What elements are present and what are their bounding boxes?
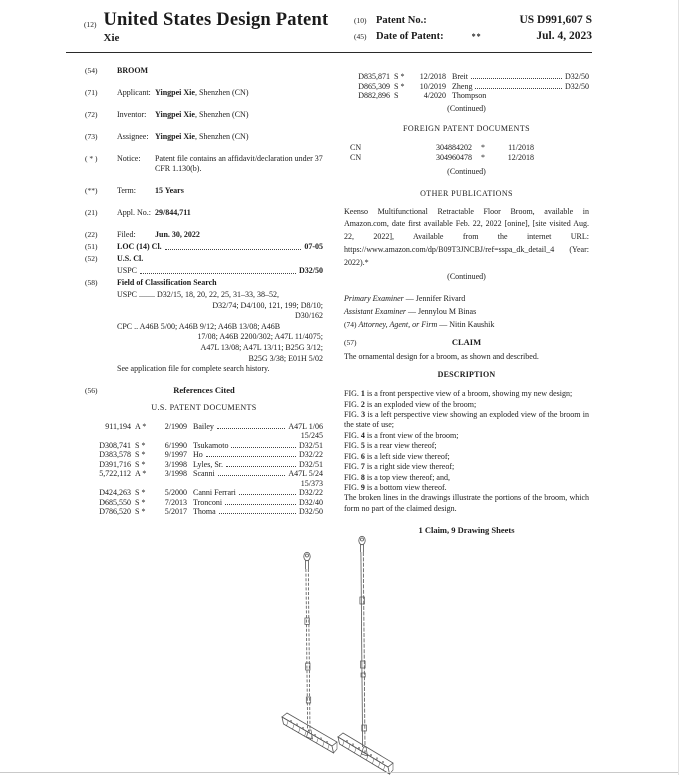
patent-number: D786,520 <box>99 507 131 517</box>
dot-leader <box>206 456 296 457</box>
fig-text: is a bottom view thereof. <box>366 482 447 492</box>
fig-text: is a front view of the broom; <box>366 430 459 440</box>
inventor-value <box>155 110 323 120</box>
fig-number: 3 <box>361 410 366 420</box>
us-patent-row <box>85 469 323 479</box>
us-patent-row <box>344 82 589 92</box>
claim-text: The ornamental design for a broom, as shown and described. <box>344 352 539 362</box>
classification-block <box>85 290 323 375</box>
attorney-name: — Nitin Kaushik <box>439 319 495 329</box>
applicant-label: Applicant: <box>117 88 151 97</box>
fig-number: 4 <box>360 430 365 440</box>
foreign-patent-number: 304960478 <box>436 153 472 162</box>
scan-edge-artifact <box>0 772 679 773</box>
inid-tag-71: (71) <box>85 88 98 97</box>
patent-class: D32/22 <box>299 488 323 498</box>
patent-number-value: US D991,607 S <box>519 14 592 26</box>
notice-label: Notice: <box>117 154 141 163</box>
citation-star: * <box>481 142 485 152</box>
foreign-patent-row <box>344 153 589 164</box>
patent-number: 911,194 <box>105 421 131 431</box>
patent-class: D32/50 <box>299 507 323 517</box>
inid-tag-10: (10) <box>354 16 367 25</box>
patent-kind: S * <box>135 450 146 460</box>
right-column <box>344 64 589 535</box>
figure-description-list <box>344 389 589 514</box>
patent-class: D32/51 <box>299 459 323 469</box>
left-column <box>85 66 323 517</box>
fig-label: FIG. <box>344 441 359 451</box>
dot-leader <box>218 475 286 476</box>
classification-line: CPC .. A46B 5/00; A46B 9/12; A46B 13/08; A46B <box>117 321 281 331</box>
term-label: Term: <box>117 186 136 195</box>
field-appl-no <box>85 208 323 218</box>
foreign-patent-number: 304884202 <box>436 142 472 152</box>
term-extension-mark: ** <box>471 32 482 41</box>
notice-text: Patent file contains an affidavit/declaration under 37 CFR 1.130(b). <box>155 154 323 173</box>
fig-label: FIG. <box>344 462 359 472</box>
patentee-name: Bailey <box>193 421 214 431</box>
patent-date-label: Date of Patent: <box>376 31 444 42</box>
patent-kind: S * <box>135 488 146 498</box>
patentee-name: Ho <box>193 450 203 460</box>
patent-date: 2/1909 <box>164 421 187 431</box>
fig-text: is a left side view thereof; <box>366 451 450 461</box>
patent-class: A47L 5/24 <box>288 469 323 479</box>
patent-drawing <box>225 525 475 775</box>
field-title <box>85 66 323 76</box>
dot-leader <box>226 466 296 467</box>
claims-sheets-summary: 1 Claim, 9 Drawing Sheets <box>418 525 515 536</box>
patentee-name: Canni Ferrari <box>193 488 236 498</box>
patent-class: D32/50 <box>565 81 589 91</box>
patent-date: 7/2013 <box>164 497 187 507</box>
fig-text: is a top view thereof; and, <box>366 472 450 482</box>
inid-tag-52: (52) <box>85 254 98 263</box>
inid-tag-72: (72) <box>85 110 98 119</box>
fig-text: is an exploded view of the broom; <box>366 399 477 409</box>
fig-label: FIG. <box>344 472 359 482</box>
us-patent-row <box>344 91 589 101</box>
fig-text: is a rear view thereof; <box>366 441 437 451</box>
figure-description <box>344 410 589 431</box>
country-code: CN <box>350 153 362 162</box>
broom-figure-sheet <box>225 525 475 775</box>
patent-date-value: Jul. 4, 2023 <box>536 30 592 42</box>
patent-class-continuation: 15/245 <box>300 431 323 441</box>
field-search-label: Field of Classification Search <box>117 278 217 287</box>
us-patent-row <box>344 72 589 82</box>
attorney-line <box>344 319 589 332</box>
patentee-name: Zheng <box>452 81 473 91</box>
patent-kind: S * <box>135 507 146 517</box>
applicant-location: , Shenzhen (CN) <box>194 88 249 97</box>
uspc-value: D32/50 <box>299 266 323 275</box>
inid-tag-21: (21) <box>85 208 98 217</box>
dot-leader <box>225 504 296 505</box>
foreign-patent-date: 12/2018 <box>507 153 534 162</box>
primary-examiner-name: — Jennifer Rivard <box>405 294 466 304</box>
assistant-examiner-name: — Jennylou M Binas <box>408 307 477 317</box>
patentee-name: Breit <box>452 72 468 81</box>
patentee-name: Thompson <box>452 91 487 100</box>
other-publications-text: Keenso Multifunctional Retractable Floor Broom, available in Amazon.com, date first available Feb. 22, 2022 [onine], [site visited Aug. 22, 2022], Available from the internet URL: https://www.amazon.com/dp/B09T3JNCBJ/ref=sspa_dk_detail_4 (Year: 2022).* <box>344 206 589 267</box>
filed-value: Jun. 30, 2022 <box>155 230 200 239</box>
patent-number: 5,722,112 <box>99 469 131 479</box>
continued-note: (Continued) <box>447 166 486 176</box>
figure-description <box>344 389 589 399</box>
search-history-note: See application file for complete search history. <box>117 364 270 374</box>
primary-examiner-label: Primary Examiner <box>344 294 404 304</box>
fig-number: 5 <box>360 441 365 451</box>
other-publications-heading: OTHER PUBLICATIONS <box>420 188 513 198</box>
patent-kind: S * <box>135 497 146 507</box>
us-patent-documents-heading: U.S. PATENT DOCUMENTS <box>151 402 257 412</box>
patent-number-label: Patent No.: <box>376 15 427 26</box>
field-assignee <box>85 132 323 142</box>
header-right <box>354 14 592 46</box>
patentee-name: Tsukamoto <box>193 440 229 450</box>
dot-leader <box>471 78 562 79</box>
patent-number: D685,550 <box>99 497 131 507</box>
claim-heading-row <box>344 337 589 347</box>
patent-kind: S * <box>135 440 146 450</box>
continued-note: (Continued) <box>447 272 486 282</box>
patent-date: 12/2018 <box>419 72 446 81</box>
attorney-label: Attorney, Agent, or Firm <box>358 319 438 329</box>
figure-description <box>344 441 589 451</box>
patent-kind: A * <box>135 469 147 479</box>
patent-class: A47L 1/06 <box>288 421 323 431</box>
term-tag: (**) <box>85 186 98 195</box>
patentee-name: Tronconi <box>193 497 223 507</box>
patent-date: 4/2020 <box>423 91 446 100</box>
continued-note: (Continued) <box>447 103 486 113</box>
us-patent-row <box>85 498 323 508</box>
patent-number: D383,578 <box>99 450 131 460</box>
claim-heading: CLAIM <box>451 337 482 348</box>
patent-date: 6/1990 <box>164 440 187 450</box>
page-title: United States Design Patent <box>103 10 329 30</box>
field-inventor <box>85 110 323 120</box>
figure-description <box>344 462 589 472</box>
fig-number: 9 <box>360 482 365 492</box>
foreign-patent-row <box>344 143 589 154</box>
patent-number: D308,741 <box>99 440 131 450</box>
field-filed <box>85 230 323 240</box>
patent-number-row <box>354 14 592 26</box>
inventor-label: Inventor: <box>117 110 147 119</box>
fig-label: FIG. <box>344 410 359 420</box>
fig-label: FIG. <box>344 389 359 399</box>
fig-label: FIG. <box>344 399 359 409</box>
loc-class-label: LOC (14) Cl. <box>117 242 162 251</box>
field-term <box>85 186 323 196</box>
patent-date: 3/1998 <box>164 469 187 479</box>
patentee-name: Scanni <box>193 469 215 479</box>
dot-leader <box>219 513 296 514</box>
applicant-name: Yingpei Xie <box>155 88 195 97</box>
patent-class: D32/51 <box>299 440 323 450</box>
patent-kind: S <box>394 91 399 100</box>
fig-label: FIG. <box>344 451 359 461</box>
us-patent-row <box>85 441 323 451</box>
fig-label: FIG. <box>344 430 359 440</box>
us-patent-row <box>85 488 323 498</box>
citation-star: * <box>481 153 485 162</box>
assignee-location: , Shenzhen (CN) <box>194 132 249 141</box>
patent-class: D32/50 <box>565 72 589 81</box>
dot-leader <box>217 428 286 429</box>
assistant-examiner-line <box>344 306 589 319</box>
figure-description <box>344 483 589 493</box>
inid-tag-45: (45) <box>354 32 367 41</box>
us-patent-row <box>85 460 323 470</box>
patent-number: D865,309 <box>358 81 390 91</box>
filed-label: Filed: <box>117 230 136 239</box>
us-patent-row <box>85 422 323 432</box>
fig-label: FIG. <box>344 482 359 492</box>
us-patent-row <box>85 507 323 517</box>
fig-number: 2 <box>360 399 365 409</box>
classification-line: D32/74; D4/100, 121, 199; D8/10; <box>212 300 323 310</box>
patentee-name: Thoma <box>193 507 216 517</box>
patent-number: D424,263 <box>99 488 131 498</box>
header-divider <box>66 52 592 53</box>
field-notice <box>85 154 323 174</box>
foreign-patent-date: 11/2018 <box>508 142 534 152</box>
inid-tag-54: (54) <box>85 66 98 75</box>
patent-date: 5/2000 <box>164 488 187 498</box>
inid-tag-12: (12) <box>84 20 97 29</box>
dot-leader <box>140 266 296 274</box>
appl-no-label: Appl. No.: <box>117 208 151 217</box>
us-class-label: U.S. Cl. <box>117 254 144 263</box>
figure-description <box>344 473 589 483</box>
patent-date: 3/1998 <box>164 459 187 469</box>
assistant-examiner-label: Assistant Examiner <box>344 307 406 317</box>
classification-line: A47L 13/08; A47L 13/11; B25G 3/12; <box>200 342 323 352</box>
patent-date-row <box>354 30 592 42</box>
uspc-label: USPC <box>117 266 138 275</box>
classification-line: USPC ........ D32/15, 18, 20, 22, 25, 31–33, 38–52, <box>117 290 280 299</box>
foreign-patents-heading: FOREIGN PATENT DOCUMENTS <box>403 123 530 133</box>
us-patent-row <box>85 450 323 460</box>
term-value: 15 Years <box>155 186 184 195</box>
inid-tag-73: (73) <box>85 132 98 141</box>
inventor-name: Yingpei Xie <box>155 110 195 119</box>
inid-tag-57: (57) <box>344 338 357 348</box>
dot-leader <box>475 88 562 89</box>
patent-date: 10/2019 <box>419 81 446 91</box>
description-heading: DESCRIPTION <box>437 370 496 380</box>
dot-leader <box>165 242 302 250</box>
broom-figure-right <box>338 536 393 774</box>
broken-lines-note: The broken lines in the drawings illustrate the portions of the broom, which form no part of the claimed design. <box>344 493 589 513</box>
patent-number: D391,716 <box>99 459 131 469</box>
assignee-label: Assignee: <box>117 132 149 141</box>
inventor-surname: Xie <box>103 32 120 45</box>
figure-description <box>344 431 589 441</box>
country-code: CN <box>350 142 362 152</box>
field-uspc <box>85 266 323 276</box>
fig-text: is a right side view thereof; <box>366 462 455 472</box>
inid-tag-58: (58) <box>85 278 98 287</box>
dot-leader <box>239 494 296 495</box>
patent-number: D835,871 <box>358 72 390 81</box>
loc-class-value: 07-05 <box>304 242 323 251</box>
inid-tag-51: (51) <box>85 242 98 251</box>
assignee-value <box>155 132 323 142</box>
patent-number: D882,896 <box>358 91 390 100</box>
fig-number: 6 <box>360 451 365 461</box>
patent-kind: S * <box>394 81 405 91</box>
field-us-class <box>85 254 323 264</box>
fig-text: is a front perspective view of a broom, showing my new design; <box>366 389 573 399</box>
primary-examiner-line <box>344 293 589 306</box>
field-applicant <box>85 88 323 98</box>
patent-date: 9/1997 <box>164 450 187 460</box>
patent-kind: S * <box>394 72 405 81</box>
classification-line: 17/08; A46B 2200/302; A47L 11/4075; <box>197 332 323 342</box>
figure-description <box>344 452 589 462</box>
dot-leader <box>231 447 296 448</box>
patent-class: D32/40 <box>299 497 323 507</box>
field-search <box>85 278 323 288</box>
uspc-indent <box>85 266 117 276</box>
field-loc-class <box>85 242 323 252</box>
patentee-name: Lyles, Sr. <box>193 459 224 469</box>
references-cited-heading <box>85 385 323 395</box>
applicant-value <box>155 88 323 98</box>
patent-kind: S * <box>135 459 146 469</box>
inid-tag-56: (56) <box>85 385 98 395</box>
appl-no-value: 29/844,711 <box>155 208 191 217</box>
figure-description <box>344 400 589 410</box>
inventor-location: , Shenzhen (CN) <box>194 110 249 119</box>
classification-line: B25G 3/38; E01H 5/02 <box>248 353 323 363</box>
patent-class: D32/22 <box>299 450 323 460</box>
patent-kind: A * <box>135 421 147 431</box>
inid-tag-74: (74) <box>344 319 357 329</box>
broom-figure-left <box>282 552 337 753</box>
patent-date: 5/2017 <box>164 507 187 517</box>
fig-number: 1 <box>360 389 365 399</box>
patent-class-continuation: 15/373 <box>300 478 323 488</box>
invention-title: BROOM <box>117 66 149 75</box>
fig-text: is a left perspective view showing an exploded view of the broom in the state of use; <box>344 410 589 430</box>
inid-tag-22: (22) <box>85 230 98 239</box>
fig-number: 8 <box>360 472 365 482</box>
notice-tag: ( * ) <box>85 154 98 163</box>
assignee-name: Yingpei Xie <box>155 132 195 141</box>
fig-number: 7 <box>360 462 365 472</box>
classification-line: D30/162 <box>295 311 323 321</box>
header-left <box>84 11 328 44</box>
references-cited-label: References Cited <box>173 384 235 395</box>
